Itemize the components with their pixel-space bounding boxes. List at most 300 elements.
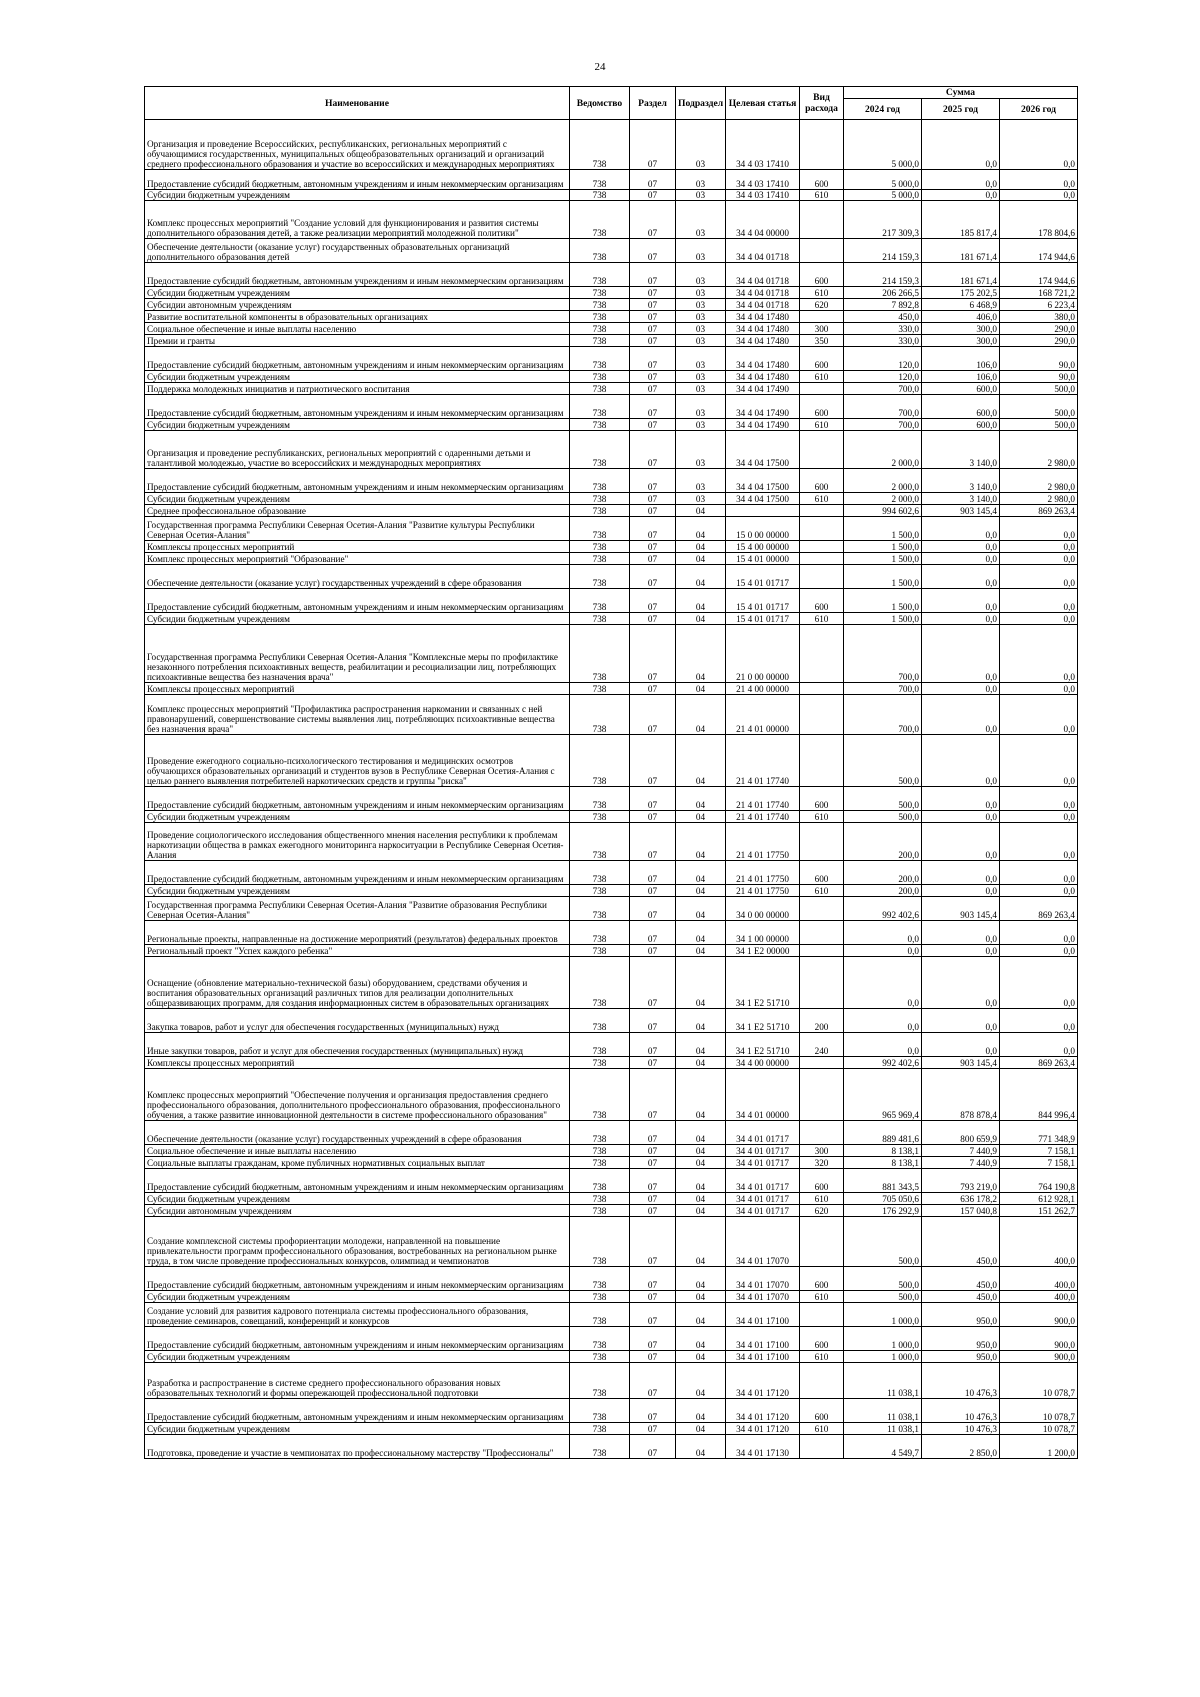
cell-name: Организация и проведение республиканских, региональных мероприятий с одаренными детьми и талантливой молодежью, участие во всероссийских и международных мероприятиях: [145, 431, 570, 469]
cell-sum-2026: 500,0: [1000, 395, 1078, 419]
table-row: [145, 811, 1078, 823]
cell-celevaya-statya: 34 4 04 01718: [726, 287, 800, 299]
cell-sum-2026: 900,0: [1000, 1351, 1078, 1363]
cell-razdel: 07: [630, 1157, 676, 1169]
cell-vedomstvo: 738: [570, 1157, 630, 1169]
cell-sum-2025: 793 219,0: [922, 1169, 1000, 1193]
cell-sum-2025: 0,0: [922, 823, 1000, 861]
cell-sum-2025: 7 440,9: [922, 1145, 1000, 1157]
cell-sum-2025: 2 850,0: [922, 1435, 1000, 1459]
cell-razdel: 07: [630, 613, 676, 625]
cell-razdel: 07: [630, 541, 676, 553]
cell-vid-rashoda: 620: [800, 299, 844, 311]
cell-sum-2026: 869 263,4: [1000, 897, 1078, 921]
cell-vid-rashoda: [800, 1057, 844, 1069]
cell-sum-2024: 1 000,0: [844, 1303, 922, 1327]
cell-sum-2026: 0,0: [1000, 1009, 1078, 1033]
cell-sum-2026: 6 223,4: [1000, 299, 1078, 311]
cell-vid-rashoda: 600: [800, 1399, 844, 1423]
cell-name: Предоставление субсидий бюджетным, автономным учреждениям и иным некоммерческим организациям: [145, 1267, 570, 1291]
cell-podrazdel: 03: [676, 371, 726, 383]
cell-sum-2024: 700,0: [844, 695, 922, 735]
cell-sum-2026: 844 996,4: [1000, 1069, 1078, 1121]
cell-name: Среднее профессиональное образование: [145, 505, 570, 517]
cell-sum-2026: 500,0: [1000, 419, 1078, 431]
cell-vedomstvo: 738: [570, 469, 630, 493]
cell-name: Субсидии бюджетным учреждениям: [145, 287, 570, 299]
cell-name: Комплекс процессных мероприятий "Образование": [145, 553, 570, 565]
cell-sum-2025: 175 202,5: [922, 287, 1000, 299]
cell-vid-rashoda: 600: [800, 395, 844, 419]
header-vedomstvo: Ведомство: [570, 87, 630, 120]
cell-sum-2026: 0,0: [1000, 811, 1078, 823]
cell-podrazdel: 04: [676, 625, 726, 683]
cell-sum-2025: 0,0: [922, 957, 1000, 1009]
cell-vedomstvo: 738: [570, 335, 630, 347]
cell-celevaya-statya: 15 4 01 00000: [726, 553, 800, 565]
cell-razdel: 07: [630, 885, 676, 897]
cell-podrazdel: 04: [676, 1303, 726, 1327]
cell-sum-2026: 0,0: [1000, 517, 1078, 541]
cell-sum-2025: 0,0: [922, 565, 1000, 589]
cell-sum-2024: 705 050,6: [844, 1193, 922, 1205]
cell-sum-2025: 600,0: [922, 419, 1000, 431]
cell-vid-rashoda: 610: [800, 811, 844, 823]
cell-vedomstvo: 738: [570, 1435, 630, 1459]
table-row: [145, 1363, 1078, 1399]
header-razdel: Раздел: [630, 87, 676, 120]
cell-podrazdel: 04: [676, 1351, 726, 1363]
table-row: [145, 823, 1078, 861]
cell-podrazdel: 04: [676, 885, 726, 897]
cell-name: Развитие воспитательной компоненты в образовательных организациях: [145, 311, 570, 323]
cell-podrazdel: 03: [676, 170, 726, 190]
cell-sum-2025: 10 476,3: [922, 1399, 1000, 1423]
cell-podrazdel: 03: [676, 120, 726, 170]
cell-sum-2026: 0,0: [1000, 823, 1078, 861]
cell-celevaya-statya: [726, 505, 800, 517]
header-year-2024: 2024 год: [844, 99, 922, 120]
cell-sum-2026: 178 804,6: [1000, 201, 1078, 239]
cell-razdel: 07: [630, 419, 676, 431]
cell-razdel: 07: [630, 1145, 676, 1157]
cell-sum-2025: 106,0: [922, 347, 1000, 371]
cell-vid-rashoda: [800, 383, 844, 395]
cell-name: Проведение ежегодного социально-психологического тестирования и медицинских осмотров обучающихся образовательных организаций и студентов вузов в Республике Северная Осетия-Алания с целью раннего выявления потребителей наркотических средств и группы "риска": [145, 735, 570, 787]
cell-name: Обеспечение деятельности (оказание услуг) государственных образовательных организаций дополнительного образования детей: [145, 239, 570, 263]
cell-name: Субсидии автономным учреждениям: [145, 299, 570, 311]
cell-sum-2024: 1 500,0: [844, 517, 922, 541]
cell-vid-rashoda: 350: [800, 335, 844, 347]
cell-razdel: 07: [630, 625, 676, 683]
cell-razdel: 07: [630, 1057, 676, 1069]
cell-sum-2025: 106,0: [922, 371, 1000, 383]
cell-vid-rashoda: [800, 683, 844, 695]
cell-name: Оснащение (обновление материально-технической базы) оборудованием, средствами обучения и воспитания образовательных организаций различных типов для реализации дополнительных общеразвивающих программ, для создания информационных систем в образовательных организациях: [145, 957, 570, 1009]
cell-sum-2025: 6 468,9: [922, 299, 1000, 311]
cell-razdel: 07: [630, 1351, 676, 1363]
cell-vedomstvo: 738: [570, 1169, 630, 1193]
table-row: [145, 419, 1078, 431]
cell-vid-rashoda: 610: [800, 1193, 844, 1205]
cell-sum-2024: 889 481,6: [844, 1121, 922, 1145]
cell-razdel: 07: [630, 299, 676, 311]
cell-sum-2024: 1 000,0: [844, 1327, 922, 1351]
cell-vedomstvo: 738: [570, 347, 630, 371]
cell-sum-2024: 700,0: [844, 395, 922, 419]
cell-sum-2026: 0,0: [1000, 565, 1078, 589]
cell-sum-2026: 2 980,0: [1000, 431, 1078, 469]
cell-vid-rashoda: 610: [800, 885, 844, 897]
cell-sum-2024: 120,0: [844, 347, 922, 371]
cell-razdel: 07: [630, 371, 676, 383]
table-row: [145, 541, 1078, 553]
cell-vid-rashoda: [800, 897, 844, 921]
cell-razdel: 07: [630, 170, 676, 190]
cell-razdel: 07: [630, 735, 676, 787]
cell-sum-2025: 800 659,9: [922, 1121, 1000, 1145]
cell-sum-2026: 174 944,6: [1000, 263, 1078, 287]
table-row: [145, 383, 1078, 395]
cell-vid-rashoda: 600: [800, 787, 844, 811]
cell-vid-rashoda: 600: [800, 1267, 844, 1291]
cell-celevaya-statya: 21 4 00 00000: [726, 683, 800, 695]
cell-podrazdel: 03: [676, 383, 726, 395]
cell-celevaya-statya: 34 4 04 01718: [726, 299, 800, 311]
cell-podrazdel: 04: [676, 1327, 726, 1351]
cell-razdel: 07: [630, 861, 676, 885]
cell-celevaya-statya: 34 4 04 01718: [726, 239, 800, 263]
cell-sum-2025: 0,0: [922, 541, 1000, 553]
cell-sum-2024: 700,0: [844, 419, 922, 431]
cell-razdel: 07: [630, 395, 676, 419]
cell-celevaya-statya: 34 4 01 17070: [726, 1291, 800, 1303]
cell-sum-2025: 636 178,2: [922, 1193, 1000, 1205]
cell-podrazdel: 03: [676, 469, 726, 493]
cell-celevaya-statya: 21 4 01 17750: [726, 861, 800, 885]
cell-razdel: 07: [630, 431, 676, 469]
cell-name: Премии и гранты: [145, 335, 570, 347]
cell-razdel: 07: [630, 1193, 676, 1205]
table-row: [145, 695, 1078, 735]
cell-sum-2025: 903 145,4: [922, 1057, 1000, 1069]
cell-vedomstvo: 738: [570, 170, 630, 190]
table-row: [145, 1399, 1078, 1423]
cell-sum-2024: 5 000,0: [844, 120, 922, 170]
table-row: [145, 431, 1078, 469]
table-row: [145, 395, 1078, 419]
cell-razdel: 07: [630, 1363, 676, 1399]
cell-vid-rashoda: [800, 945, 844, 957]
table-row: [145, 201, 1078, 239]
cell-sum-2025: 878 878,4: [922, 1069, 1000, 1121]
cell-razdel: 07: [630, 787, 676, 811]
table-row: [145, 1327, 1078, 1351]
cell-sum-2024: 214 159,3: [844, 239, 922, 263]
table-row: [145, 1121, 1078, 1145]
cell-celevaya-statya: 21 4 01 00000: [726, 695, 800, 735]
cell-sum-2024: 700,0: [844, 383, 922, 395]
cell-sum-2026: 764 190,8: [1000, 1169, 1078, 1193]
cell-podrazdel: 04: [676, 1205, 726, 1217]
cell-razdel: 07: [630, 1399, 676, 1423]
cell-sum-2024: 0,0: [844, 921, 922, 945]
cell-name: Предоставление субсидий бюджетным, автономным учреждениям и иным некоммерческим организациям: [145, 395, 570, 419]
cell-sum-2025: 950,0: [922, 1351, 1000, 1363]
cell-sum-2025: 0,0: [922, 695, 1000, 735]
cell-sum-2024: 500,0: [844, 1267, 922, 1291]
cell-sum-2024: 2 000,0: [844, 431, 922, 469]
cell-sum-2025: 0,0: [922, 811, 1000, 823]
cell-razdel: 07: [630, 1267, 676, 1291]
cell-celevaya-statya: 34 4 01 17100: [726, 1351, 800, 1363]
cell-vid-rashoda: [800, 311, 844, 323]
cell-vid-rashoda: 200: [800, 1009, 844, 1033]
table-row: [145, 170, 1078, 190]
cell-podrazdel: 04: [676, 1033, 726, 1057]
cell-razdel: 07: [630, 957, 676, 1009]
cell-celevaya-statya: 15 4 01 01717: [726, 613, 800, 625]
cell-name: Региональный проект "Успех каждого ребенка": [145, 945, 570, 957]
cell-vedomstvo: 738: [570, 553, 630, 565]
cell-name: Государственная программа Республики Северная Осетия-Алания "Развитие образования Республики Северная Осетия-Алания": [145, 897, 570, 921]
cell-sum-2024: 2 000,0: [844, 493, 922, 505]
cell-podrazdel: 03: [676, 287, 726, 299]
header-celevaya-statya: Целевая статья: [726, 87, 800, 120]
cell-razdel: 07: [630, 811, 676, 823]
cell-podrazdel: 04: [676, 695, 726, 735]
cell-sum-2025: 181 671,4: [922, 239, 1000, 263]
table-row: [145, 921, 1078, 945]
cell-razdel: 07: [630, 1435, 676, 1459]
cell-name: Предоставление субсидий бюджетным, автономным учреждениям и иным некоммерческим организациям: [145, 1327, 570, 1351]
cell-vid-rashoda: 600: [800, 861, 844, 885]
cell-vid-rashoda: [800, 120, 844, 170]
cell-celevaya-statya: 34 4 01 01717: [726, 1205, 800, 1217]
cell-sum-2026: 900,0: [1000, 1303, 1078, 1327]
cell-razdel: 07: [630, 383, 676, 395]
cell-sum-2025: 600,0: [922, 383, 1000, 395]
cell-celevaya-statya: 34 1 E2 51710: [726, 1033, 800, 1057]
cell-vedomstvo: 738: [570, 613, 630, 625]
cell-razdel: 07: [630, 945, 676, 957]
cell-celevaya-statya: 34 4 03 17410: [726, 170, 800, 190]
cell-celevaya-statya: 34 4 01 17130: [726, 1435, 800, 1459]
cell-name: Поддержка молодежных инициатив и патриотического воспитания: [145, 383, 570, 395]
cell-sum-2024: 11 038,1: [844, 1423, 922, 1435]
cell-sum-2026: 869 263,4: [1000, 1057, 1078, 1069]
cell-celevaya-statya: 15 4 00 00000: [726, 541, 800, 553]
cell-sum-2026: 500,0: [1000, 383, 1078, 395]
cell-name: Социальные выплаты гражданам, кроме публичных нормативных социальных выплат: [145, 1157, 570, 1169]
cell-name: Комплексы процессных мероприятий: [145, 1057, 570, 1069]
cell-sum-2025: 0,0: [922, 683, 1000, 695]
cell-sum-2026: 0,0: [1000, 683, 1078, 695]
cell-sum-2026: 0,0: [1000, 541, 1078, 553]
cell-sum-2025: 10 476,3: [922, 1363, 1000, 1399]
cell-name: Предоставление субсидий бюджетным, автономным учреждениям и иным некоммерческим организациям: [145, 469, 570, 493]
cell-sum-2026: 0,0: [1000, 120, 1078, 170]
cell-vedomstvo: 738: [570, 1363, 630, 1399]
table-row: [145, 1435, 1078, 1459]
cell-sum-2026: 0,0: [1000, 190, 1078, 201]
cell-razdel: 07: [630, 493, 676, 505]
cell-sum-2025: 950,0: [922, 1327, 1000, 1351]
cell-razdel: 07: [630, 239, 676, 263]
cell-razdel: 07: [630, 1069, 676, 1121]
cell-sum-2025: 300,0: [922, 323, 1000, 335]
cell-razdel: 07: [630, 311, 676, 323]
table-row: [145, 1217, 1078, 1267]
cell-sum-2026: 400,0: [1000, 1217, 1078, 1267]
cell-vid-rashoda: 610: [800, 613, 844, 625]
cell-vid-rashoda: [800, 1069, 844, 1121]
cell-celevaya-statya: 34 4 01 01717: [726, 1121, 800, 1145]
table-row: [145, 505, 1078, 517]
cell-sum-2024: 965 969,4: [844, 1069, 922, 1121]
cell-celevaya-statya: 34 4 03 17410: [726, 120, 800, 170]
cell-sum-2024: 700,0: [844, 625, 922, 683]
cell-podrazdel: 04: [676, 957, 726, 1009]
cell-vid-rashoda: [800, 541, 844, 553]
cell-celevaya-statya: 34 4 04 17480: [726, 311, 800, 323]
cell-celevaya-statya: 34 4 01 01717: [726, 1157, 800, 1169]
cell-vedomstvo: 738: [570, 493, 630, 505]
table-row: [145, 311, 1078, 323]
table-row: [145, 553, 1078, 565]
cell-vedomstvo: 738: [570, 921, 630, 945]
cell-sum-2024: 0,0: [844, 1009, 922, 1033]
cell-sum-2026: 2 980,0: [1000, 469, 1078, 493]
table-row: [145, 299, 1078, 311]
cell-razdel: 07: [630, 823, 676, 861]
cell-podrazdel: 04: [676, 505, 726, 517]
cell-name: Разработка и распространение в системе среднего профессионального образования новых образовательных технологий и формы опережающей профессиональной подготовки: [145, 1363, 570, 1399]
cell-podrazdel: 04: [676, 945, 726, 957]
cell-vid-rashoda: 610: [800, 190, 844, 201]
cell-name: Субсидии бюджетным учреждениям: [145, 190, 570, 201]
cell-sum-2024: 1 500,0: [844, 613, 922, 625]
cell-razdel: 07: [630, 1169, 676, 1193]
table-header: [145, 87, 1078, 120]
cell-name: Субсидии бюджетным учреждениям: [145, 811, 570, 823]
cell-vedomstvo: 738: [570, 735, 630, 787]
cell-sum-2026: 10 078,7: [1000, 1363, 1078, 1399]
cell-podrazdel: 04: [676, 1423, 726, 1435]
cell-sum-2026: 0,0: [1000, 1033, 1078, 1057]
table-row: [145, 787, 1078, 811]
cell-sum-2024: 992 402,6: [844, 897, 922, 921]
cell-sum-2025: 903 145,4: [922, 505, 1000, 517]
cell-razdel: 07: [630, 565, 676, 589]
cell-vedomstvo: 738: [570, 1291, 630, 1303]
cell-celevaya-statya: 34 4 01 17070: [726, 1217, 800, 1267]
cell-name: Создание комплексной системы профориентации молодежи, направленной на повышение привлекательности программ профессионального образования, востребованных на региональном рынке труда, в том числе проведение профессиональных конкурсов, олимпиад и чемпионатов: [145, 1217, 570, 1267]
cell-sum-2024: 8 138,1: [844, 1157, 922, 1169]
cell-sum-2026: 380,0: [1000, 311, 1078, 323]
table-row: [145, 1033, 1078, 1057]
cell-celevaya-statya: 34 4 04 17490: [726, 395, 800, 419]
cell-vedomstvo: 738: [570, 1193, 630, 1205]
cell-podrazdel: 04: [676, 787, 726, 811]
table-row: [145, 945, 1078, 957]
header-year-2026: 2026 год: [1000, 99, 1078, 120]
cell-sum-2025: 0,0: [922, 921, 1000, 945]
cell-sum-2025: 0,0: [922, 1009, 1000, 1033]
cell-sum-2024: 500,0: [844, 811, 922, 823]
cell-vid-rashoda: [800, 1121, 844, 1145]
cell-sum-2024: 200,0: [844, 885, 922, 897]
cell-sum-2026: 0,0: [1000, 613, 1078, 625]
cell-vedomstvo: 738: [570, 1327, 630, 1351]
cell-celevaya-statya: 34 4 01 01717: [726, 1145, 800, 1157]
cell-razdel: 07: [630, 589, 676, 613]
cell-vid-rashoda: 610: [800, 419, 844, 431]
cell-celevaya-statya: 34 4 01 17120: [726, 1399, 800, 1423]
cell-sum-2024: 330,0: [844, 335, 922, 347]
cell-sum-2026: 7 158,1: [1000, 1145, 1078, 1157]
cell-celevaya-statya: 34 4 01 17100: [726, 1327, 800, 1351]
cell-name: Иные закупки товаров, работ и услуг для обеспечения государственных (муниципальных) нужд: [145, 1033, 570, 1057]
cell-celevaya-statya: 34 4 04 17500: [726, 431, 800, 469]
cell-sum-2024: 214 159,3: [844, 263, 922, 287]
table-row: [145, 885, 1078, 897]
cell-sum-2025: 950,0: [922, 1303, 1000, 1327]
table-row: [145, 897, 1078, 921]
cell-celevaya-statya: 21 4 01 17740: [726, 811, 800, 823]
cell-sum-2026: 2 980,0: [1000, 493, 1078, 505]
cell-celevaya-statya: 21 0 00 00000: [726, 625, 800, 683]
cell-vid-rashoda: 600: [800, 469, 844, 493]
cell-name: Предоставление субсидий бюджетным, автономным учреждениям и иным некоммерческим организациям: [145, 347, 570, 371]
cell-vedomstvo: 738: [570, 957, 630, 1009]
cell-vid-rashoda: 610: [800, 371, 844, 383]
cell-razdel: 07: [630, 553, 676, 565]
cell-vid-rashoda: [800, 505, 844, 517]
cell-podrazdel: 03: [676, 299, 726, 311]
cell-vedomstvo: 738: [570, 1033, 630, 1057]
table-row: [145, 1009, 1078, 1033]
cell-vedomstvo: 738: [570, 517, 630, 541]
cell-name: Субсидии бюджетным учреждениям: [145, 419, 570, 431]
cell-vid-rashoda: 610: [800, 1291, 844, 1303]
cell-vedomstvo: 738: [570, 1351, 630, 1363]
cell-sum-2026: 400,0: [1000, 1267, 1078, 1291]
cell-name: Предоставление субсидий бюджетным, автономным учреждениям и иным некоммерческим организациям: [145, 1169, 570, 1193]
cell-vedomstvo: 738: [570, 1069, 630, 1121]
cell-vid-rashoda: 240: [800, 1033, 844, 1057]
cell-vedomstvo: 738: [570, 945, 630, 957]
cell-name: Государственная программа Республики Северная Осетия-Алания "Развитие культуры Республики Северная Осетия-Алания": [145, 517, 570, 541]
cell-sum-2026: 0,0: [1000, 861, 1078, 885]
cell-celevaya-statya: 34 4 01 17070: [726, 1267, 800, 1291]
cell-sum-2026: 290,0: [1000, 335, 1078, 347]
cell-name: Региональные проекты, направленные на достижение мероприятий (результатов) федеральных проектов: [145, 921, 570, 945]
cell-vedomstvo: 738: [570, 190, 630, 201]
cell-razdel: 07: [630, 1121, 676, 1145]
cell-sum-2024: 217 309,3: [844, 201, 922, 239]
cell-vedomstvo: 738: [570, 239, 630, 263]
cell-sum-2024: 992 402,6: [844, 1057, 922, 1069]
cell-podrazdel: 04: [676, 1069, 726, 1121]
cell-celevaya-statya: 34 4 00 00000: [726, 1057, 800, 1069]
cell-sum-2024: 1 500,0: [844, 553, 922, 565]
table-row: [145, 613, 1078, 625]
cell-sum-2026: 0,0: [1000, 625, 1078, 683]
cell-name: Субсидии бюджетным учреждениям: [145, 1423, 570, 1435]
cell-razdel: 07: [630, 1303, 676, 1327]
cell-name: Предоставление субсидий бюджетным, автономным учреждениям и иным некоммерческим организациям: [145, 589, 570, 613]
